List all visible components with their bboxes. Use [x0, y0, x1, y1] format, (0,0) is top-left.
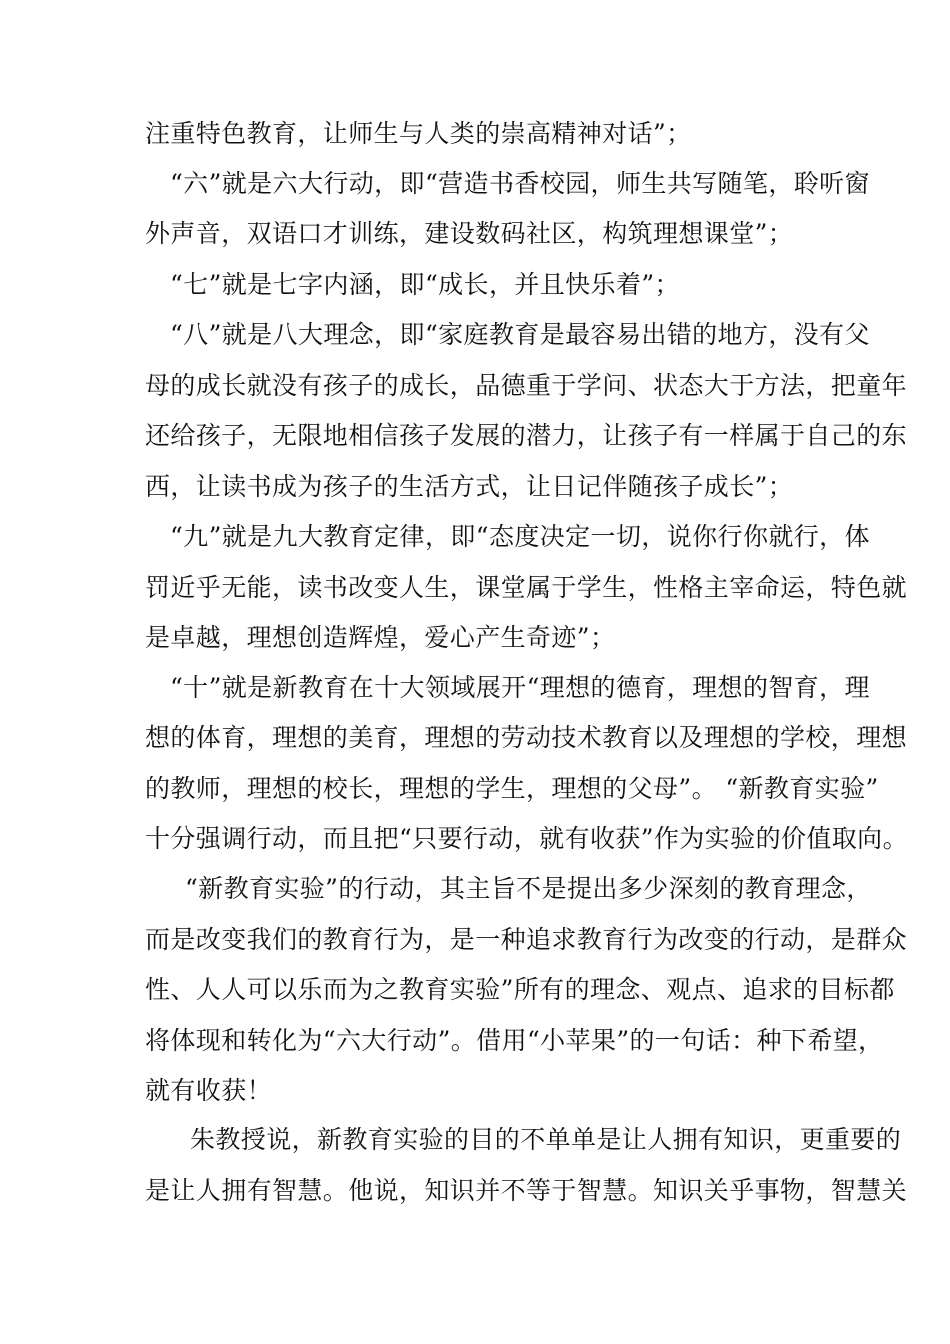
text-line: 罚近乎无能，读书改变人生，课堂属于学生，性格主宰命运，特色就 — [145, 573, 908, 602]
text-line: 性、人人可以乐而为之教育实验”所有的理念、观点、追求的目标都 — [145, 975, 895, 1004]
text-line: “六”就是六大行动，即“营造书香校园，师生共写随笔，聆听窗 — [170, 169, 870, 198]
text-line: 而是改变我们的教育行为，是一种追求教育行为改变的行动，是群众 — [145, 925, 908, 954]
text-line: 西，让读书成为孩子的生活方式，让日记伴随孩子成长”； — [145, 472, 794, 501]
text-line: “新教育实验”的行动，其主旨不是提出多少深刻的教育理念， — [185, 874, 872, 903]
text-line: 十分强调行动，而且把“只要行动，就有收获”作为实验的价值取向。 — [145, 824, 908, 853]
text-line: 还给孩子，无限地相信孩子发展的潜力，让孩子有一样属于自己的东 — [145, 421, 908, 450]
text-line: “八”就是八大理念，即“家庭教育是最容易出错的地方，没有父 — [170, 320, 870, 349]
text-line: 就有收获！ — [145, 1076, 273, 1105]
text-line: “七”就是七字内涵，即“成长，并且快乐着”； — [170, 270, 680, 299]
text-line: 注重特色教育，让师生与人类的崇高精神对话”； — [145, 119, 692, 148]
text-line: 的教师，理想的校长，理想的学生，理想的父母”。 “新教育实验” — [145, 774, 879, 803]
text-line: “十”就是新教育在十大领域展开“理想的德育，理想的智育，理 — [170, 673, 870, 702]
text-line: 朱教授说，新教育实验的目的不单单是让人拥有知识，更重要的 — [190, 1125, 902, 1154]
text-line: “九”就是九大教育定律，即“态度决定一切，说你行你就行，体 — [170, 522, 870, 551]
text-line: 是让人拥有智慧。他说，知识并不等于智慧。知识关乎事物，智慧关 — [145, 1176, 908, 1205]
text-line: 将体现和转化为“六大行动”。借用“小苹果”的一句话：种下希望， — [145, 1026, 884, 1055]
text-line: 外声音，双语口才训练，建设数码社区，构筑理想课堂”； — [145, 219, 794, 248]
text-line: 想的体育，理想的美育，理想的劳动技术教育以及理想的学校，理想 — [145, 723, 908, 752]
text-line: 母的成长就没有孩子的成长，品德重于学问、状态大于方法，把童年 — [145, 371, 908, 400]
text-line: 是卓越，理想创造辉煌，爱心产生奇迹”； — [145, 623, 616, 652]
